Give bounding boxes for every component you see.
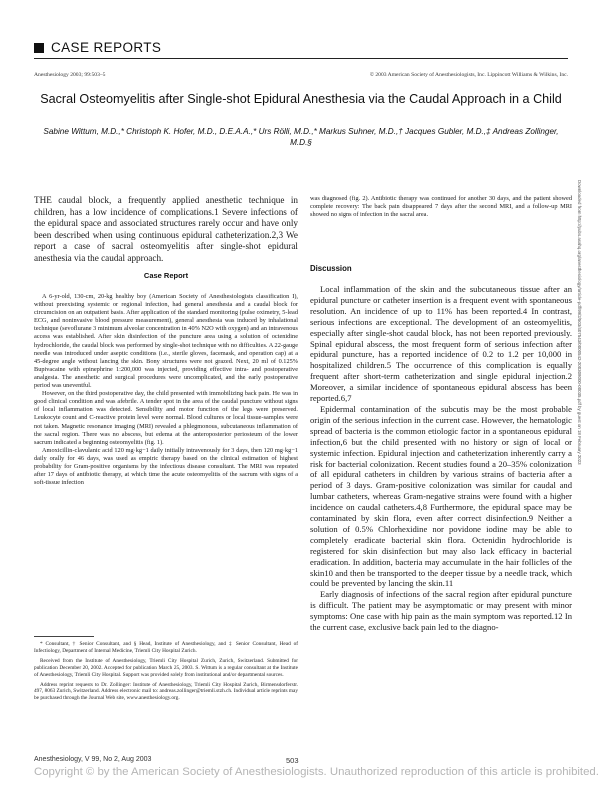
footnotes	[34, 641, 298, 705]
discussion-body	[310, 284, 572, 633]
case-report-body	[34, 293, 298, 487]
intro-paragraph: THE caudal block, a frequently applied anesthetic technique in children, has a low incidence of complications.1 Severe infections of the epidural space and associated structures rarely occur and have only been described when using continuous epidural catheterization.2,3 We report a case of sacral osteomyelitis after single-shot epidural anesthesia via the caudal approach.	[34, 195, 298, 263]
section-marker-icon	[34, 43, 44, 53]
case-paragraph: Amoxicillin-clavulanic acid 120 mg·kg−1 daily initially intravenously for 3 days, then 120 mg·kg−1 daily orally for 46 days, was used as empiric therapy based on the clinical estimation of highest probability for Gram-positive organisms by the infectious disease consultant. The MRI was repeated after 17 days of antibiotic therapy, at which time the acute osteomyelitis of the sacrum with signs of a soft-tissue infection	[34, 446, 298, 487]
case-report-heading: Case Report	[143, 271, 189, 280]
section-label: CASE REPORTS	[51, 40, 162, 55]
section-header	[34, 40, 161, 55]
download-side-note: Downloaded from http://pubs.asahq.org/anesthesiology/article-pdf/99/2/503/407543/0000542-200308000-00035.pdf by guest on 18 February 2023	[577, 180, 582, 465]
footnote: * Consultant, † Senior Consultant, and § Head, Institute of Anesthesiology, and ‡ Senior Consultant, Head of Infectiology, Department of Internal Medicine, Triemli City Hospital Zurich.	[34, 641, 298, 654]
footnote: Received from the Institute of Anesthesiology, Triemli City Hospital Zurich, Zurich, Switzerland. Submitted for publication December 20, 2002. Accepted for publication March 25, 2003. S. Wittum is a regular consultant at the Institute of Anesthesiology, Triemli City Hospital. Support was provided solely from institutional and/or departmental sources.	[34, 657, 298, 678]
case-paragraph: However, on the third postoperative day, the child presented with immobilizing back pain. He was in good clinical condition and was afebrile. A tender spot in the area of the caudal puncture without signs of local inflammation was detected. Sensibility and motor function of the legs were preserved. Leukocyte count and C-reactive protein level were normal. Blood cultures or local tissue-samples were not taken. Magnetic resonance imaging (MRI) revealed a phlegmonous, subcutaneous inflammation of the sacral region. There was no abscess, but edema at the anteroposterior periosteum of the lower sacrum indicated a beginning osteomyelitis (fig. 1).	[34, 390, 298, 446]
footer-journal: Anesthesiology, V 99, No 2, Aug 2003	[34, 756, 152, 763]
discussion-heading: Discussion	[310, 264, 352, 273]
discussion-paragraph: Early diagnosis of infections of the sacral region after epidural puncture is difficult. The patient may be asymptomatic or may present with minor symptoms: One case with hip pain as the main symptom was reported.12 In the current case, exclusive back pain led to the diagno-	[310, 589, 572, 633]
discussion-paragraph: Epidermal contamination of the subcutis may be the most probable origin of the serious infection in the current case. However, the hematologic spread of bacteria is the common etiologic factor in a spontaneous epidural infection,6 but the child presented with no history or sign of local or systemic infection. Epidural injection and catheterization inherently carry a risk for bacterial colonization. Recent studies found a 20–35% colonization of all epidural catheters in children by various strains of bacteria after a period of 3 days. Gram-positive colonization was similar for caudal and lumbar catheters, whereas Gram-negative strains were found with a higher incidence on caudal catheters.4,8 Furthermore, the epidural space may be contaminated by skin flora, even after correct disinfection.9 Neither a solution of 0.5% Chlorhexidine nor povidone iodine may be able to completely eradicate bacterial skin flora. Octenidin hydrochloride is registered for skin disinfection but may also lack efficacy in bacterial eradication. In addition, bacteria may accumulate in the hair follicles of the skin10 and then be transported to the deeper tissue by a needle track, which could be prevented by lancing the skin.11	[310, 403, 572, 589]
article-authors: Sabine Wittum, M.D.,* Christoph K. Hofer, M.D., D.E.A.A.,* Urs Rölli, M.D.,* Markus Suhner, M.D.,† Jacques Gubler, M.D.,‡ Andreas Zollinger, M.D.§	[43, 127, 559, 147]
footnote-rule	[34, 636, 94, 637]
header-rule	[34, 58, 568, 59]
discussion-paragraph: Local inflammation of the skin and the subcutaneous tissue after an epidural puncture or catheter insertion is a frequent event with spontaneous resolution. An incidence of up to 11% has been reported.4 In contrast, serious infections are exceptional. The development of an osteomyelitis, especially after single-shot caudal block, has not been reported previously. Spinal epidural abscess, the most frequent form of serious infection after epidural puncture, has a reported incidence of 0.2 to 1.2 per 10,000 in hospitalized children.5 The occurrence of this complication is equally frequent after short-term catheterization and single epidural injection.2 Moreover, a similar incidence of spontaneous epidural abscess has been reported.6,7	[310, 284, 572, 404]
journal-copyright: © 2003 American Society of Anesthesiologists, Inc. Lippincott Williams & Wilkins, Inc.	[369, 72, 568, 78]
footnote: Address reprint requests to Dr. Zollinger: Institute of Anesthesiology, Triemli City Hospital Zurich, Birmensdorferstr. 497, 8063 Zurich, Switzerland. Address electronic mail to: andreas.zollinger@triemli.stzh.ch. Individual article reprints may be purchased through the Journal Web site, www.anesthesiology.org.	[34, 681, 298, 702]
case-continuation: was diagnosed (fig. 2). Antibiotic therapy was continued for another 30 days, and the patient showed complete recovery: The back pain disappeared 7 days after the second MRI, and a follow-up MRI showed no signs of infection in the sacral area.	[310, 195, 572, 219]
copyright-watermark: Copyright © by the American Society of Anesthesiologists. Unauthorized reproduction of this article is prohibited.	[34, 766, 599, 778]
page-number: 503	[286, 756, 299, 765]
journal-citation: Anesthesiology 2003; 99:503–5	[34, 72, 106, 78]
article-title: Sacral Osteomyelitis after Single-shot Epidural Anesthesia via the Caudal Approach in a Child	[40, 92, 562, 106]
case-paragraph: A 6-yr-old, 130-cm, 20-kg healthy boy (American Society of Anesthesiologists classification I), without preexisting systemic or regional infection, had general anesthesia and a caudal block for circumcision on an outpatient basis. After application of the standard monitoring (pulse oximetry, 5-lead ECG, and noninvasive blood pressure measurement), general anesthesia was induced by inhalational technique (sevoflurane 3 minimum alveolar concentration in 40% N2O with oxygen) and an intravenous access was established. After skin disinfection of the puncture area using a solution of octenidine hydrochloride, the caudal block was performed by single-shot technique with no difficulties. A 22-gauge needle was introduced under aseptic conditions (i.e., sterile gloves, facemask, and operation cap) at a 45-degree angle without lancing the skin. Bony structures were not grazed. Next, 20 ml of 0.125% Bupivacaine with epinephrine 1:200,000 was injected, providing effective intra- and postoperative analgesia. The anesthetic and surgical procedures were uncomplicated, and the early postoperative period was uneventful.	[34, 293, 298, 390]
